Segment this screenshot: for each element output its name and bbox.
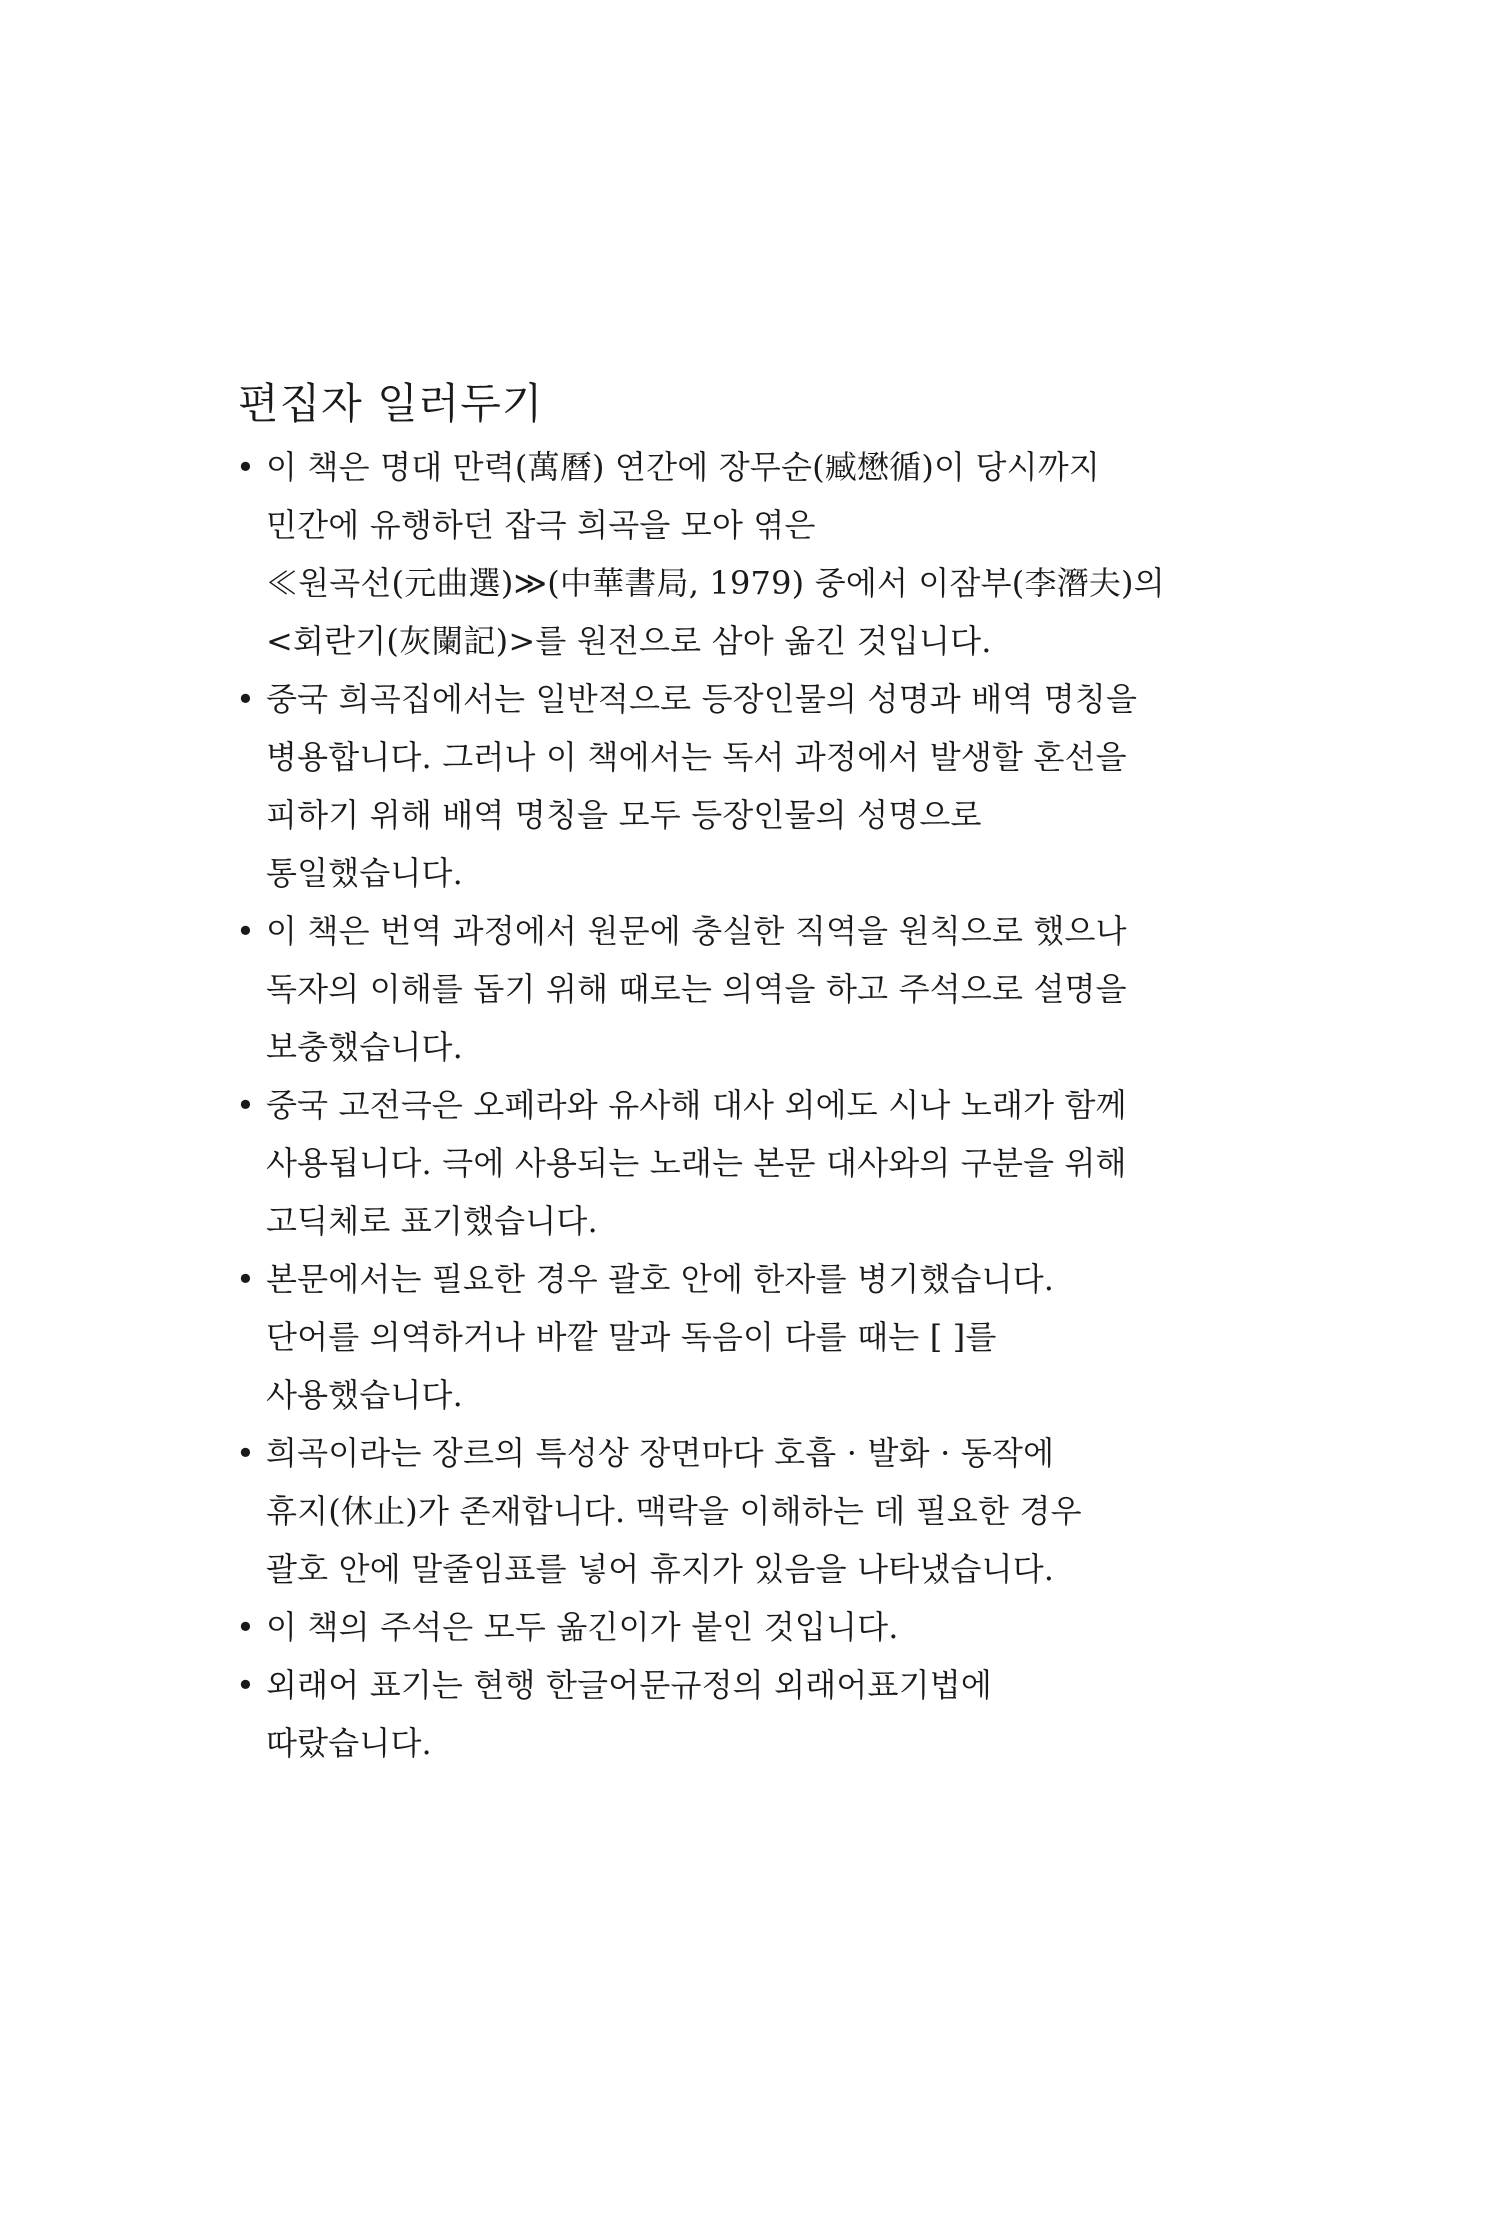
note-line: 이 책은 번역 과정에서 원문에 충실한 직역을 원칙으로 했으나 [266, 912, 1127, 950]
note-item [236, 1656, 1236, 1772]
note-line: 중국 고전극은 오페라와 유사해 대사 외에도 시나 노래가 함께 [266, 1086, 1127, 1124]
note-line: 중국 희곡집에서는 일반적으로 등장인물의 성명과 배역 명칭을 [266, 680, 1138, 718]
note-line: 외래어 표기는 현행 한글어문규정의 외래어표기법에 [266, 1666, 992, 1704]
note-line: 본문에서는 필요한 경우 괄호 안에 한자를 병기했습니다. [266, 1260, 1055, 1298]
note-item [236, 902, 1236, 1076]
editor-notes-list [236, 438, 1236, 1772]
note-line: <회란기(灰闌記)>를 원전으로 삼아 옮긴 것입니다. [266, 622, 992, 660]
note-item [236, 1076, 1236, 1250]
bullet-icon: • [236, 680, 255, 718]
bullet-icon: • [236, 912, 255, 950]
note-line: 보충했습니다. [266, 1028, 464, 1066]
bullet-icon: • [236, 1608, 255, 1646]
note-line: 독자의 이해를 돕기 위해 때로는 의역을 하고 주석으로 설명을 [266, 970, 1127, 1008]
note-item [236, 1424, 1236, 1598]
note-item [236, 1250, 1236, 1424]
note-item [236, 670, 1236, 902]
note-line: 피하기 위해 배역 명칭을 모두 등장인물의 성명으로 [266, 796, 982, 834]
note-line: 이 책은 명대 만력(萬曆) 연간에 장무순(臧懋循)이 당시까지 [266, 448, 1100, 486]
page-title: 편집자 일러두기 [238, 379, 544, 429]
note-item [236, 1598, 1236, 1656]
note-line: 이 책의 주석은 모두 옮긴이가 붙인 것입니다. [266, 1608, 899, 1646]
note-line: 사용됩니다. 극에 사용되는 노래는 본문 대사와의 구분을 위해 [266, 1144, 1127, 1182]
bullet-icon: • [236, 1260, 255, 1298]
note-line: 희곡이라는 장르의 특성상 장면마다 호흡 · 발화 · 동작에 [266, 1434, 1055, 1472]
bullet-icon: • [236, 1666, 255, 1704]
note-line: 사용했습니다. [266, 1376, 464, 1414]
note-line: 괄호 안에 말줄임표를 넣어 휴지가 있음을 나타냈습니다. [266, 1550, 1055, 1588]
bullet-icon: • [236, 1086, 255, 1124]
note-line: ≪원곡선(元曲選)≫(中華書局, 1979) 중에서 이잠부(李潛夫)의 [266, 564, 1165, 602]
note-line: 고딕체로 표기했습니다. [266, 1202, 598, 1240]
note-line: 민간에 유행하던 잡극 희곡을 모아 엮은 [266, 506, 816, 544]
note-line: 휴지(休止)가 존재합니다. 맥락을 이해하는 데 필요한 경우 [266, 1492, 1082, 1530]
bullet-icon: • [236, 448, 255, 486]
note-line: 통일했습니다. [266, 854, 464, 892]
note-line: 단어를 의역하거나 바깥 말과 독음이 다를 때는 [ ]를 [266, 1318, 997, 1356]
note-line: 병용합니다. 그러나 이 책에서는 독서 과정에서 발생할 혼선을 [266, 738, 1127, 776]
bullet-icon: • [236, 1434, 255, 1472]
note-item [236, 438, 1236, 670]
note-line: 따랐습니다. [266, 1724, 432, 1762]
